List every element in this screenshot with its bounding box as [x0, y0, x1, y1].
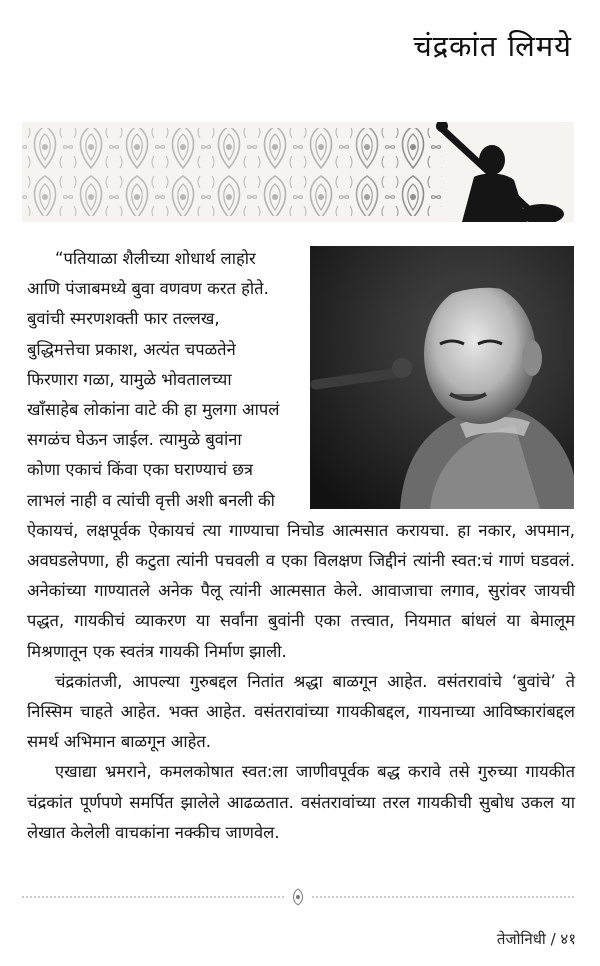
intro-line: बुवांची स्मरणशक्ती फार तल्लख, [27, 309, 220, 329]
intro-line: फिरणारा गळा, यामुळे भोवतालच्या [27, 369, 232, 389]
intro-line: खाँसाहेब लोकांना वाटे की हा मुलगा आपलं [27, 400, 280, 420]
intro-wrapped-lines [27, 244, 299, 516]
intro-line: आणि पंजाबमध्ये बुवा वणवण करत होते. [27, 279, 269, 299]
divider-ornament [22, 887, 574, 907]
banner-illustration [22, 122, 574, 222]
paragraph: एखाद्या भ्रमराने, कमलकोषात स्वत:ला जाणीवपूर्वक बद्ध करावे तसे गुरुच्या गायकीत चंद्रकांत पूर्णपणे समर्पित झालेले आढळतात. वसंतरावांच्या तरल गायकीची सुबोध उकल या लेखात केलेली वाचकांना नक्कीच जाणवेल. [27, 762, 575, 842]
decorative-banner [22, 122, 574, 222]
intro-paragraph-continued: ऐकायचं, लक्षपूर्वक ऐकायचं त्या गाण्याचा निचोड आत्मसात करायचा. हा नकार, अपमान, अवघडलेपणा, ही कटुता त्यांनी पचवली व एका विलक्षण जिद्दीनं त्यांनी स्वत:चं गाणं घडवलं. अनेकांच्या गाण्यातले अनेक पैलू त्यांनी आत्मसात केले. आवाजाचा लगाव, सुरांवर जायची पद्धत, गायकीचं व्याकरण या सर्वांना बुवांनी एका तत्त्वात, नियमात बांधलं या बेमालूम मिश्रणातून एक स्वतंत्र गायकी निर्माण झाली. [27, 520, 575, 661]
page-footer: तेजोनिधी / ४१ [496, 930, 576, 948]
article-body [27, 244, 575, 848]
ornamental-divider [22, 887, 574, 907]
paragraph: चंद्रकांतजी, आपल्या गुरुबद्दल नितांत श्रद्धा बाळगून आहेत. वसंतरावांचे ‘बुवांचे’ ते निस्सिम चाहते आहेत. भक्त आहेत. वसंतरावांच्या गायकीबद्दल, गायनाच्या आविष्कारांबद्दल समर्थ अभिमान बाळगून आहेत. [27, 671, 575, 752]
intro-line: कोणा एकाचं किंवा एका घराण्याचं छत्र [27, 460, 253, 480]
intro-line: लाभलं नाही व त्यांची वृत्ती अशी बनली की [27, 490, 275, 510]
page-title: चंद्रकांत लिमये [413, 29, 572, 63]
intro-line: “पतियाळा शैलीच्या शोधार्थ लाहोर [55, 249, 256, 268]
intro-line: बुद्धिमत्तेचा प्रकाश, अत्यंत चपळतेने [27, 339, 236, 359]
intro-line: सगळंच घेऊन जाईल. त्यामुळे बुवांना [27, 430, 242, 450]
